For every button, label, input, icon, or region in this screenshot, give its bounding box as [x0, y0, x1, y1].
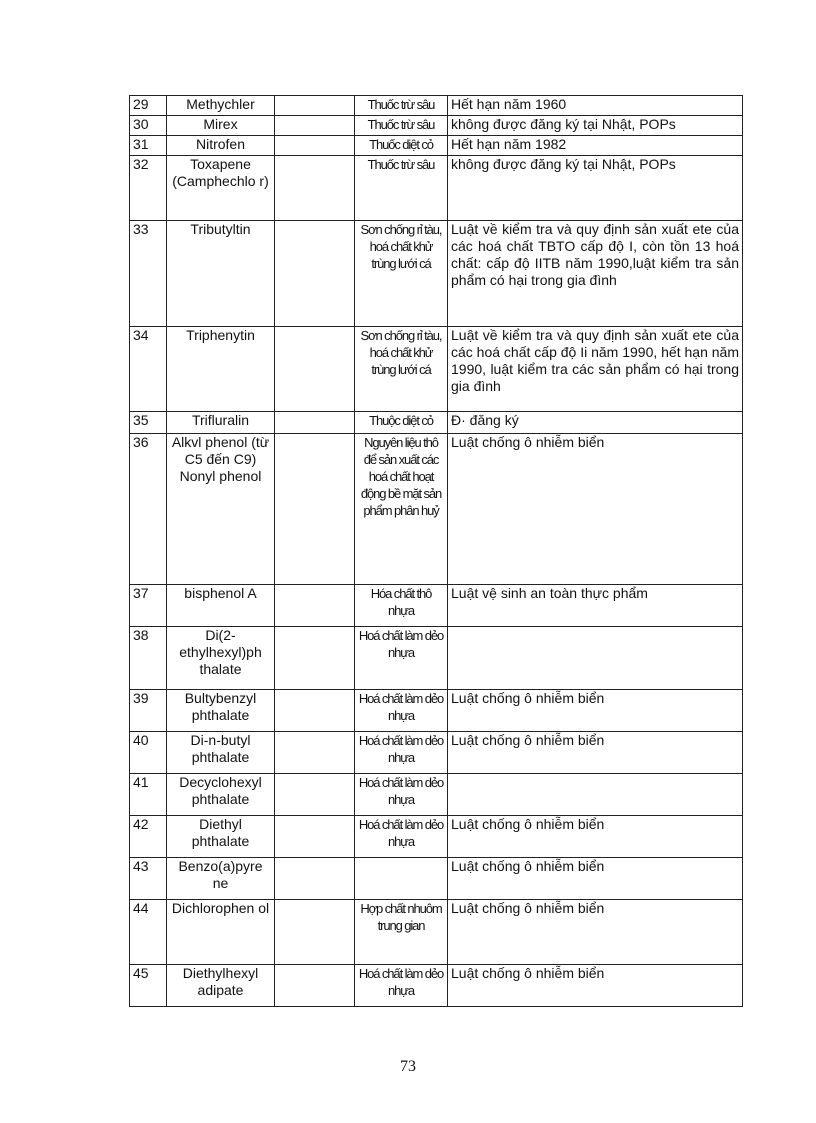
cas-cell — [275, 116, 355, 136]
usage-cell: Sơn chống rỉ tàu, hoá chất khử trùng lưới cá — [355, 221, 448, 327]
cas-cell — [275, 690, 355, 732]
usage-cell: Thuộc diệt cỏ — [355, 412, 448, 434]
cas-cell — [275, 858, 355, 900]
regulation-cell: Luật vệ sinh an toàn thực phẩm — [448, 585, 743, 627]
usage-cell: Hoá chất làm dẻo nhựa — [355, 816, 448, 858]
regulation-cell: Luật chống ô nhiễm biển — [448, 732, 743, 774]
table-row — [130, 690, 743, 732]
regulation-cell: Luật chống ô nhiễm biển — [448, 900, 743, 965]
cas-cell — [275, 774, 355, 816]
cas-cell — [275, 816, 355, 858]
row-number: 29 — [130, 96, 167, 116]
row-number: 42 — [130, 816, 167, 858]
row-number: 37 — [130, 585, 167, 627]
row-number: 45 — [130, 965, 167, 1007]
usage-cell: Thuốc diệt cỏ — [355, 136, 448, 156]
table-row — [130, 136, 743, 156]
chemical-name: Benzo(a)pyre ne — [167, 858, 275, 900]
usage-cell: Thuốc trừ sâu — [355, 116, 448, 136]
chemical-name: Di(2-ethylhexyl)ph thalate — [167, 627, 275, 690]
cas-cell — [275, 156, 355, 221]
table-row — [130, 965, 743, 1007]
regulation-cell: Hết hạn năm 1960 — [448, 96, 743, 116]
chemical-name: Diethylhexyl adipate — [167, 965, 275, 1007]
cas-cell — [275, 221, 355, 327]
regulation-cell: Đ· đăng ký — [448, 412, 743, 434]
cas-cell — [275, 327, 355, 412]
chemical-name: Tributyltin — [167, 221, 275, 327]
table-body — [130, 96, 743, 1007]
cas-cell — [275, 627, 355, 690]
chemical-name: Mirex — [167, 116, 275, 136]
usage-cell: Sơn chống rỉ tàu, hoá chất khử trùng lưới cá — [355, 327, 448, 412]
row-number: 30 — [130, 116, 167, 136]
regulation-cell: Luật chống ô nhiễm biển — [448, 690, 743, 732]
row-number: 34 — [130, 327, 167, 412]
table-row — [130, 900, 743, 965]
row-number: 35 — [130, 412, 167, 434]
chemical-name: Nitrofen — [167, 136, 275, 156]
usage-cell: Hợp chất nhuôm trung gian — [355, 900, 448, 965]
regulation-cell: Luật về kiểm tra và quy định sản xuất ete của các hoá chất TBTO cấp độ I, còn tồn 13 hoá chất: cấp độ IITB năm 1990,luật kiểm tra sản phẩm có hại trong gia đình — [448, 221, 743, 327]
table-row — [130, 627, 743, 690]
table-row — [130, 732, 743, 774]
chemical-name: Trifluralin — [167, 412, 275, 434]
regulation-cell: Luật về kiểm tra và quy định sản xuất ete của các hoá chất cấp độ Ii năm 1990, hết hạn năm 1990, luật kiểm tra các sản phẩm có hại trong gia đình — [448, 327, 743, 412]
table-row — [130, 434, 743, 585]
chemical-name: Diethyl phthalate — [167, 816, 275, 858]
table-row — [130, 327, 743, 412]
usage-cell: Hoá chất làm dẻo nhựa — [355, 774, 448, 816]
chemical-name: Methychler — [167, 96, 275, 116]
table-row — [130, 816, 743, 858]
cas-cell — [275, 900, 355, 965]
usage-cell: Hoá chất làm dẻo nhựa — [355, 690, 448, 732]
usage-cell: Thuốc trừ sâu — [355, 156, 448, 221]
row-number: 43 — [130, 858, 167, 900]
usage-cell: Hóa chất thô nhựa — [355, 585, 448, 627]
chemical-name: Triphenytin — [167, 327, 275, 412]
regulation-cell: Luật chống ô nhiễm biển — [448, 965, 743, 1007]
chemical-name: bisphenol A — [167, 585, 275, 627]
cas-cell — [275, 412, 355, 434]
regulation-cell: Luật chống ô nhiễm biển — [448, 858, 743, 900]
chemical-name: Toxapene (Camphechlo r) — [167, 156, 275, 221]
usage-cell — [355, 858, 448, 900]
row-number: 44 — [130, 900, 167, 965]
cas-cell — [275, 965, 355, 1007]
regulation-cell — [448, 627, 743, 690]
row-number: 39 — [130, 690, 167, 732]
regulation-cell: Luật chống ô nhiễm biển — [448, 434, 743, 585]
table-row — [130, 156, 743, 221]
row-number: 33 — [130, 221, 167, 327]
table-row — [130, 858, 743, 900]
row-number: 32 — [130, 156, 167, 221]
chemical-name: Dichlorophen ol — [167, 900, 275, 965]
usage-cell: Nguyên liệu thô để sản xuất các hoá chất hoạt động bề mặt sản phẩm phân huỷ — [355, 434, 448, 585]
regulation-cell: không được đăng ký tại Nhật, POPs — [448, 116, 743, 136]
usage-cell: Thuốc trừ sâu — [355, 96, 448, 116]
row-number: 41 — [130, 774, 167, 816]
regulation-cell: Hết hạn năm 1982 — [448, 136, 743, 156]
row-number: 40 — [130, 732, 167, 774]
cas-cell — [275, 434, 355, 585]
regulation-cell: không được đăng ký tại Nhật, POPs — [448, 156, 743, 221]
usage-cell: Hoá chất làm dẻo nhựa — [355, 965, 448, 1007]
cas-cell — [275, 732, 355, 774]
table-row — [130, 221, 743, 327]
chemical-name: Decyclohexyl phthalate — [167, 774, 275, 816]
cas-cell — [275, 136, 355, 156]
table-row — [130, 116, 743, 136]
chemical-name: Di-n-butyl phthalate — [167, 732, 275, 774]
table-row — [130, 412, 743, 434]
table-row — [130, 774, 743, 816]
row-number: 36 — [130, 434, 167, 585]
regulation-cell — [448, 774, 743, 816]
usage-cell: Hoá chất làm dẻo nhựa — [355, 732, 448, 774]
chemical-name: Bultybenzyl phthalate — [167, 690, 275, 732]
regulation-cell: Luật chống ô nhiễm biển — [448, 816, 743, 858]
usage-cell: Hoá chất làm dẻo nhựa — [355, 627, 448, 690]
chemical-regulation-table — [129, 95, 743, 1007]
chemical-name: Alkvl phenol (từ C5 đến C9) Nonyl phenol — [167, 434, 275, 585]
cas-cell — [275, 96, 355, 116]
cas-cell — [275, 585, 355, 627]
row-number: 31 — [130, 136, 167, 156]
table-row — [130, 585, 743, 627]
table-row — [130, 96, 743, 116]
page-number: 73 — [400, 1058, 416, 1075]
row-number: 38 — [130, 627, 167, 690]
